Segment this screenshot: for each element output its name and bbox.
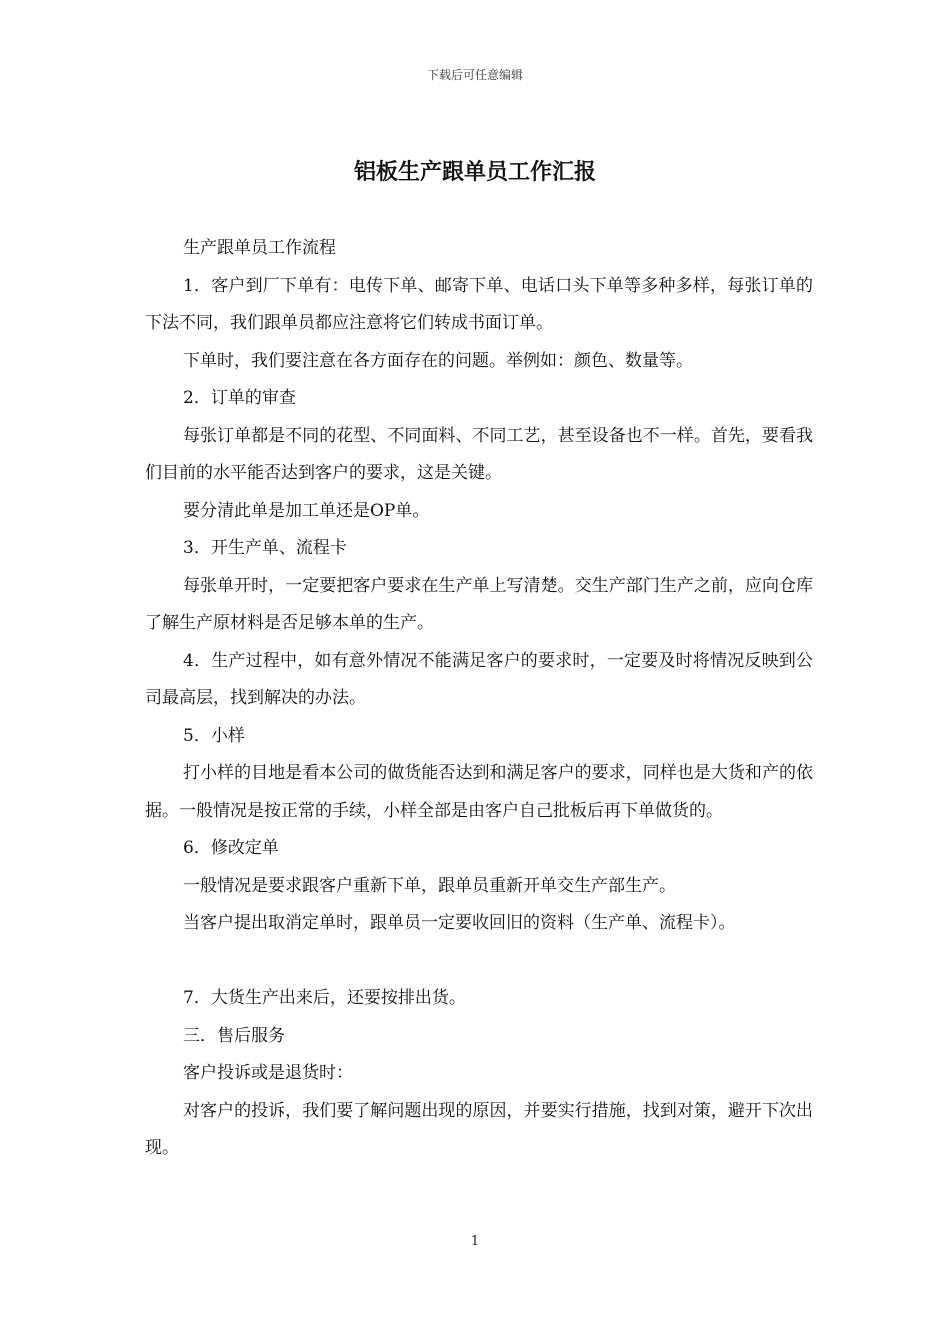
paragraph: 2．订单的审查 bbox=[183, 388, 296, 408]
paragraph: 当客户提出取消定单时，跟单员一定要收回旧的资料（生产单、流程卡）。 bbox=[183, 913, 736, 933]
paragraph: 对客户的投诉，我们要了解问题出现的原因，并要实行措施，找到对策，避开下次出现。 bbox=[145, 1100, 813, 1158]
paragraph: 下单时，我们要注意在各方面存在的问题。举例如：颜色、数量等。 bbox=[183, 350, 693, 371]
document-title: 铝板生产跟单员工作汇报 bbox=[353, 159, 596, 185]
paragraph: 3．开生产单、流程卡 bbox=[183, 538, 347, 558]
paragraph: 6．修改定单 bbox=[183, 838, 279, 858]
paragraph: 打小样的目地是看本公司的做货能否达到和满足客户的要求，同样也是大货和产的依据。一般情况是按正常的手续，小样全部是由客户自己批板后再下单做货的。 bbox=[145, 763, 813, 821]
blank-line bbox=[145, 943, 813, 981]
page-number: 1 bbox=[470, 1234, 480, 1249]
paragraph: 每张单开时，一定要把客户要求在生产单上写清楚。交生产部门生产之前，应向仓库了解生产原材料是否足够本单的生产。 bbox=[145, 575, 813, 633]
paragraph: 一般情况是要求跟客户重新下单，跟单员重新开单交生产部生产。 bbox=[183, 875, 676, 896]
paragraph: 4．生产过程中，如有意外情况不能满足客户的要求时，一定要及时将情况反映到公司最高层，找到解决的办法。 bbox=[145, 650, 813, 708]
paragraph: 客户投诉或是退货时： bbox=[183, 1063, 353, 1083]
paragraph: 5．小样 bbox=[183, 725, 245, 746]
paragraph: 7．大货生产出来后，还要按排出货。 bbox=[183, 988, 466, 1008]
paragraph: 生产跟单员工作流程 bbox=[183, 238, 336, 258]
document-body bbox=[145, 230, 813, 1168]
paragraph: 要分清此单是加工单还是OP单。 bbox=[183, 500, 430, 521]
header-note: 下载后可任意编辑 bbox=[426, 68, 523, 82]
paragraph: 三．售后服务 bbox=[183, 1025, 285, 1046]
paragraph: 1．客户到厂下单有：电传下单、邮寄下单、电话口头下单等多种多样，每张订单的下法不同，我们跟单员都应注意将它们转成书面订单。 bbox=[145, 275, 813, 333]
paragraph: 每张订单都是不同的花型、不同面料、不同工艺，甚至设备也不一样。首先，要看我们目前的水平能否达到客户的要求，这是关键。 bbox=[145, 425, 813, 483]
